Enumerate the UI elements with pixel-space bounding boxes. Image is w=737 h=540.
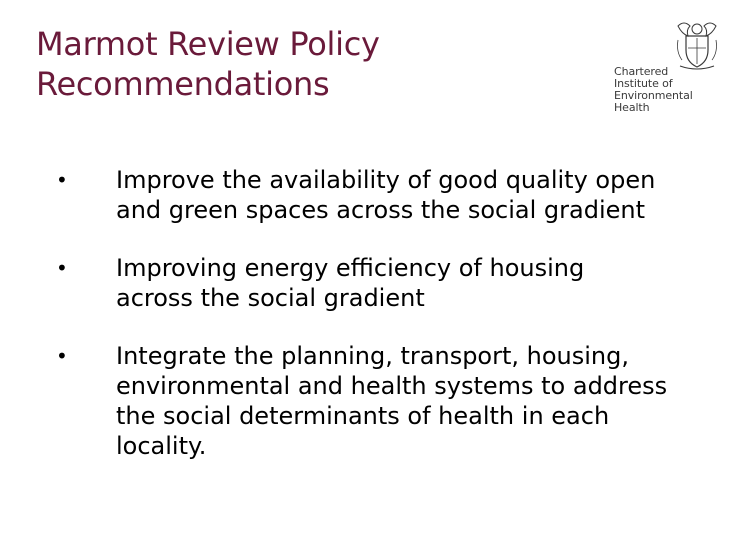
logo-wordmark — [614, 66, 693, 114]
title-line-2: Recommendations — [36, 65, 330, 103]
list-item — [56, 341, 716, 461]
bullet-icon: • — [56, 256, 68, 280]
logo-line-2: Institute of — [614, 77, 673, 90]
bullet-line: and green spaces across the social gradient — [116, 196, 645, 224]
bullet-line: environmental and health systems to address — [116, 372, 668, 400]
bullet-text — [116, 341, 716, 461]
bullet-text — [116, 253, 716, 313]
bullet-line: locality. — [116, 432, 207, 460]
crest-icon — [674, 20, 720, 70]
bullet-line: across the social gradient — [116, 284, 425, 312]
logo-line-1: Chartered — [614, 65, 669, 78]
bullet-list — [56, 165, 716, 489]
institute-logo — [612, 20, 722, 120]
title-line-1: Marmot Review Policy — [36, 25, 380, 63]
bullet-line: Integrate the planning, transport, housing, — [116, 342, 629, 370]
bullet-line: Improving energy efficiency of housing — [116, 254, 585, 282]
bullet-icon: • — [56, 344, 68, 368]
slide-title — [36, 24, 556, 104]
bullet-icon: • — [56, 168, 68, 192]
list-item — [56, 253, 716, 313]
logo-line-3: Environmental — [614, 89, 693, 102]
bullet-text — [116, 165, 716, 225]
logo-line-4: Health — [614, 101, 650, 114]
bullet-line: Improve the availability of good quality open — [116, 166, 656, 194]
list-item — [56, 165, 716, 225]
bullet-line: the social determinants of health in each — [116, 402, 610, 430]
